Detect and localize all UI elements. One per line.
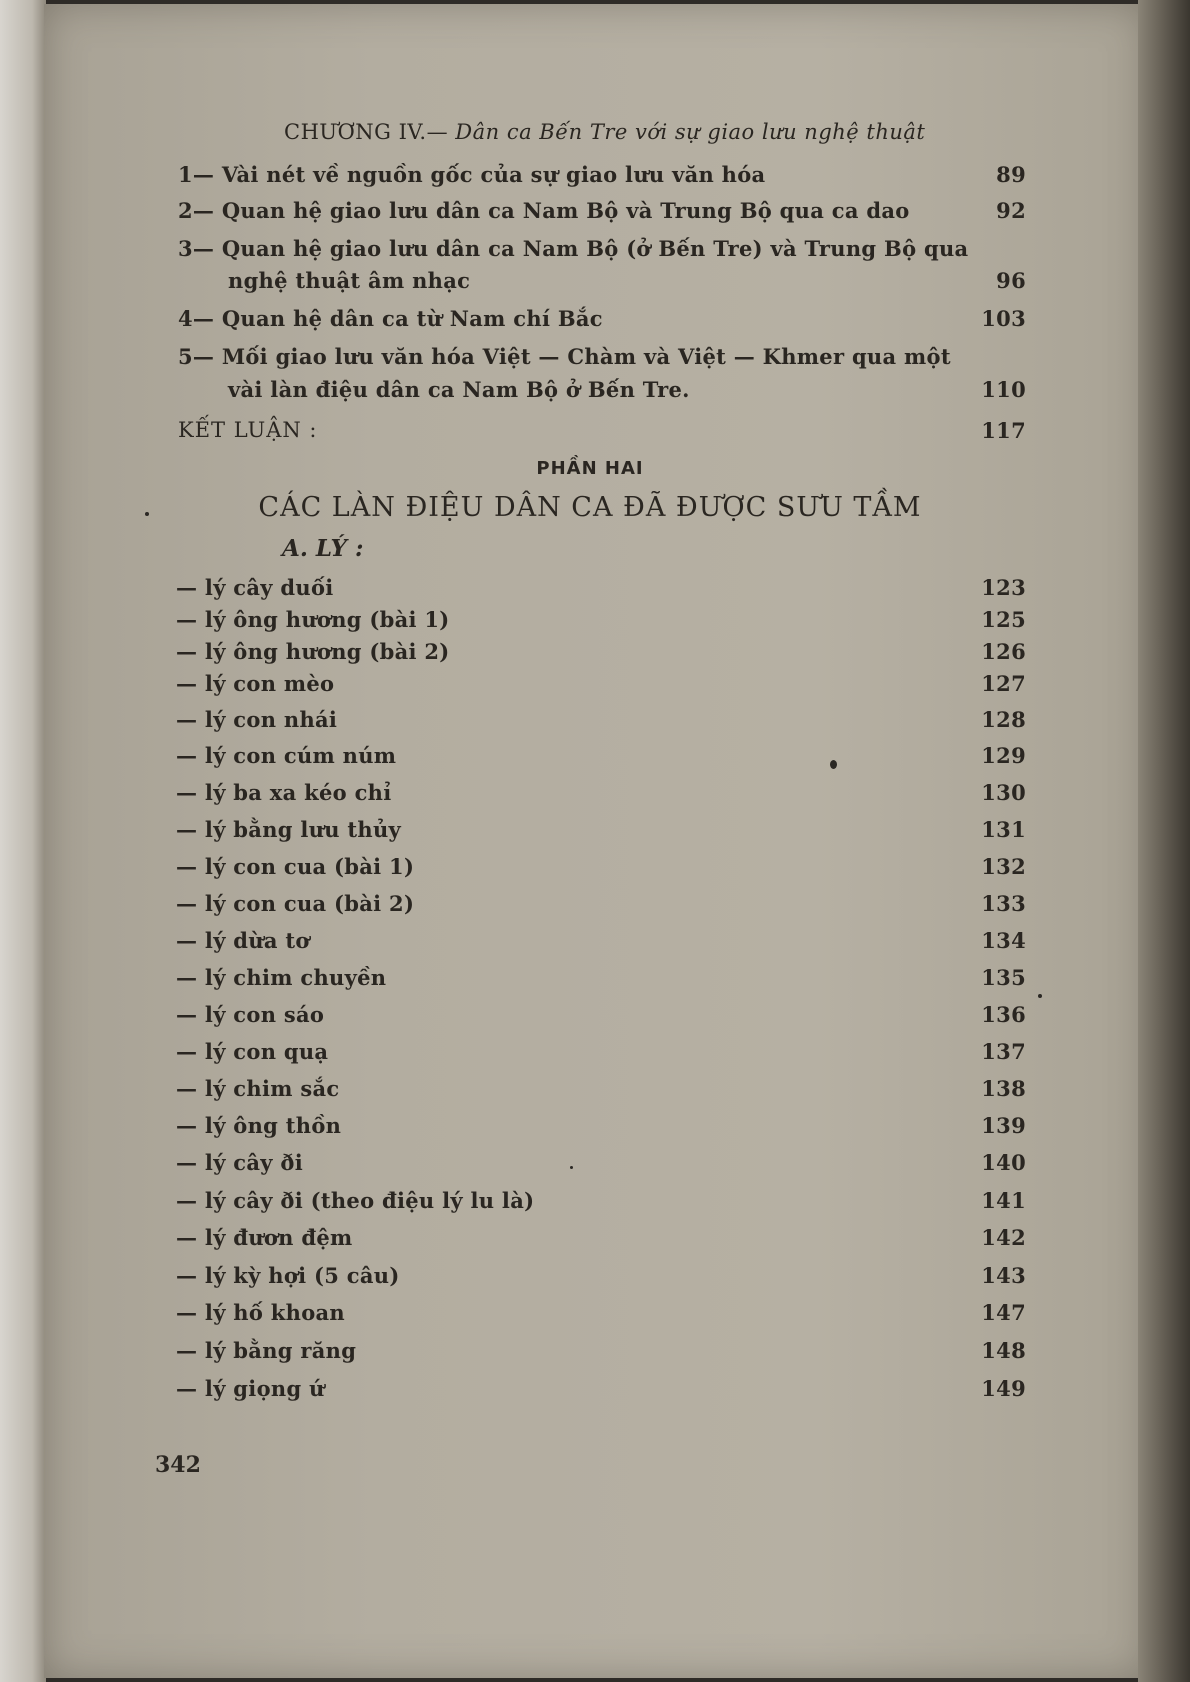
song-page: 127 <box>981 671 1026 696</box>
song-page: 128 <box>981 707 1026 732</box>
chapter-number: CHƯƠNG IV.— <box>284 120 449 144</box>
song-label: — lý bằng lưu thủy <box>176 817 402 842</box>
song-page: 135 <box>981 965 1026 990</box>
song-page: 141 <box>981 1188 1026 1213</box>
toc-entry-label: 2— Quan hệ giao lưu dân ca Nam Bộ và Trung Bộ qua ca dao <box>178 198 910 223</box>
song-page: 133 <box>981 891 1026 916</box>
song-label: — lý con quạ <box>176 1039 329 1064</box>
paper-speck <box>830 760 837 769</box>
song-page: 140 <box>981 1150 1026 1175</box>
toc-entry-label: 4— Quan hệ dân ca từ Nam chí Bắc <box>178 306 603 331</box>
song-label: — lý chim sắc <box>176 1076 340 1101</box>
part-title: CÁC LÀN ĐIỆU DÂN CA ĐÃ ĐƯỢC SƯU TẦM <box>258 492 922 523</box>
chapter-heading <box>284 120 925 144</box>
song-label: — lý chim chuyền <box>176 965 387 990</box>
conclusion-page: 117 <box>981 418 1026 443</box>
song-page: 142 <box>981 1225 1026 1250</box>
song-page: 130 <box>981 780 1026 805</box>
song-page: 129 <box>981 743 1026 768</box>
song-page: 147 <box>981 1300 1026 1325</box>
conclusion-label: KẾT LUẬN : <box>178 418 318 442</box>
song-label: — lý ông hương (bài 2) <box>176 639 450 664</box>
toc-entry-page: 110 <box>981 377 1026 402</box>
toc-entry-label: 1— Vài nét về nguồn gốc của sự giao lưu văn hóa <box>178 162 766 187</box>
song-page: 149 <box>981 1376 1026 1401</box>
song-label: — lý cây ði <box>176 1150 303 1175</box>
song-page: 148 <box>981 1338 1026 1363</box>
toc-entry-page: 89 <box>996 162 1026 187</box>
toc-entry-page: 92 <box>996 198 1026 223</box>
chapter-title: Dân ca Bến Tre với sự giao lưu nghệ thuật <box>455 120 926 144</box>
song-page: 132 <box>981 854 1026 879</box>
song-label: — lý ông thồn <box>176 1113 342 1138</box>
song-label: — lý con sáo <box>176 1002 325 1027</box>
paper-speck <box>1038 994 1042 998</box>
song-label: — lý bằng răng <box>176 1338 357 1363</box>
toc-entry-label: 5— Mối giao lưu văn hóa Việt — Chàm và Việt — Khmer qua một <box>178 344 951 369</box>
song-label: — lý dừa tơ <box>176 928 310 953</box>
page-left-edge <box>0 0 46 1682</box>
song-label: — lý con cúm núm <box>176 743 397 768</box>
paper-speck <box>145 512 149 516</box>
song-label: — lý giọng ứ <box>176 1376 325 1401</box>
toc-entry-page: 96 <box>996 268 1026 293</box>
part-label: PHẦN HAI <box>536 458 644 479</box>
song-page: 125 <box>981 607 1026 632</box>
song-page: 138 <box>981 1076 1026 1101</box>
toc-entry-page: 103 <box>981 306 1026 331</box>
song-label: — lý ba xa kéo chỉ <box>176 780 392 805</box>
song-label: — lý cây ði (theo điệu lý lu là) <box>176 1188 535 1213</box>
page-number: 342 <box>155 1452 201 1478</box>
toc-entry-label-cont: nghệ thuật âm nhạc <box>228 268 471 293</box>
song-page: 137 <box>981 1039 1026 1064</box>
section-heading: A. LÝ : <box>282 535 364 562</box>
song-label: — lý hố khoan <box>176 1300 345 1325</box>
song-page: 136 <box>981 1002 1026 1027</box>
paper-speck <box>570 1166 573 1169</box>
song-label: — lý con cua (bài 2) <box>176 891 415 916</box>
song-page: 123 <box>981 575 1026 600</box>
song-label: — lý ông hương (bài 1) <box>176 607 450 632</box>
song-label: — lý đươn đệm <box>176 1225 353 1250</box>
toc-entry-label: 3— Quan hệ giao lưu dân ca Nam Bộ (ở Bến Tre) và Trung Bộ qua <box>178 236 969 261</box>
song-label: — lý con nhái <box>176 707 338 732</box>
song-label: — lý cây duối <box>176 575 334 600</box>
song-label: — lý kỳ hợi (5 câu) <box>176 1263 400 1288</box>
page-right-edge <box>1138 0 1190 1682</box>
song-page: 126 <box>981 639 1026 664</box>
song-page: 139 <box>981 1113 1026 1138</box>
song-label: — lý con cua (bài 1) <box>176 854 415 879</box>
toc-entry-label-cont: vài làn điệu dân ca Nam Bộ ở Bến Tre. <box>228 377 690 402</box>
song-page: 134 <box>981 928 1026 953</box>
song-page: 131 <box>981 817 1026 842</box>
song-label: — lý con mèo <box>176 671 335 696</box>
song-page: 143 <box>981 1263 1026 1288</box>
